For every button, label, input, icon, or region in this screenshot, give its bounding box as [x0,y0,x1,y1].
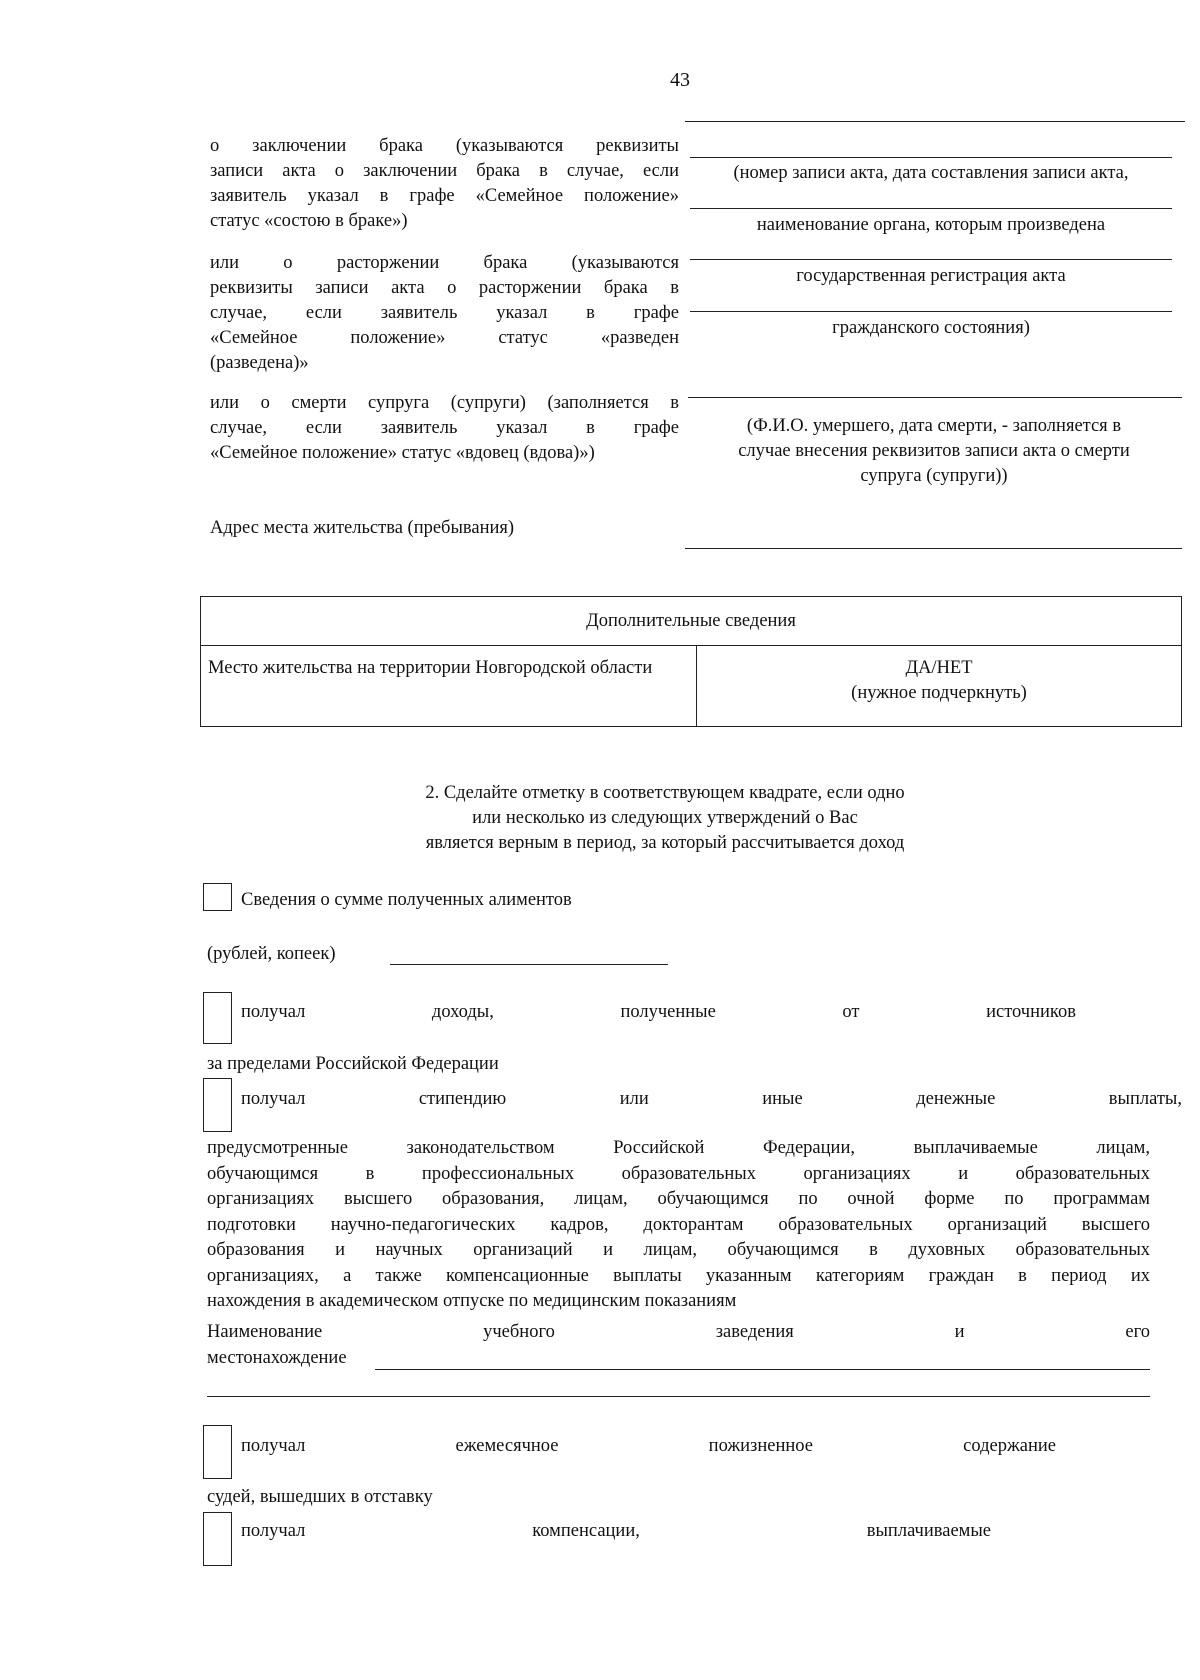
section2-heading-line: или несколько из следующих утверждений о Вас [472,808,858,828]
divorce-label-line: случае, если заявитель указал в графе [210,303,679,323]
foreign-income-word: от [842,1002,860,1022]
divorce-label-line: или о расторжении брака (указываются [210,253,679,273]
foreign-income-checkbox[interactable] [203,992,232,1044]
residence-value-cell[interactable] [697,646,1182,727]
divorce-record-line-2 [690,311,1172,312]
address-label: Адрес места жительства (пребывания) [210,518,515,538]
residence-label-cell [201,646,697,727]
location-input-line-2[interactable] [207,1396,1150,1397]
marriage-label [210,134,679,234]
marriage-record-line-3 [690,208,1172,209]
record-hint-line: наименование органа, которым произведена [756,215,1106,235]
stipend-word: денежные [916,1089,996,1109]
section2-heading-line: 2. Сделайте отметку в соответствующем квадрате, если одно [425,783,905,803]
compensation-word: получал [241,1521,306,1541]
alimony-checkbox[interactable] [203,883,232,911]
compensation-text [241,1519,991,1544]
marriage-record-line-2 [690,157,1172,158]
stipend-word: выплаты, [1108,1089,1182,1109]
spouse-death-label-line: «Семейное положение» статус «вдовец (вдова)») [210,443,595,463]
stipend-checkbox[interactable] [203,1078,232,1132]
judges-word: пожизненное [708,1436,813,1456]
stipend-body-line: подготовки научно-педагогических кадров, докторантам образовательных организаций высшего [207,1214,1150,1235]
marriage-label-line: о заключении брака (указываются реквизиты [210,136,679,156]
alimony-label: Сведения о сумме полученных алиментов [241,890,572,910]
foreign-income-word: полученные [620,1002,716,1022]
stipend-body [207,1136,1150,1315]
spouse-death-label-line: случае, если заявитель указал в графе [210,418,679,438]
judges-word: ежемесячное [455,1436,559,1456]
judges-checkbox[interactable] [203,1425,232,1479]
marriage-label-line: заявитель указал в графе «Семейное положение» [210,186,679,206]
divorce-label-line: «Семейное положение» статус «разведен [210,328,679,348]
record-hint-line: государственная регистрация акта [796,266,1066,286]
spouse-death-hint [690,414,1178,489]
foreign-income-word: источников [986,1002,1076,1022]
alimony-amount-input-line[interactable] [390,964,668,965]
institution-word: Наименование [207,1322,323,1342]
foreign-income-continuation: за пределами Российской Федерации [207,1054,499,1074]
residence-label: Место жительства на территории Новгородской области [208,658,653,678]
stipend-body-line: обучающимся в профессиональных образовательных организациях и образовательных [207,1163,1150,1184]
foreign-income-word: доходы, [431,1002,494,1022]
divorce-label-line: (разведена)» [210,353,309,373]
stipend-body-line: нахождения в академическом отпуске по медицинским показаниям [207,1291,737,1311]
spouse-death-label-line: или о смерти супруга (супруги) (заполняется в [210,393,679,413]
spouse-death-label [210,391,679,466]
marriage-label-line: записи акта о заключении брака в случае, если [210,161,679,181]
section2-heading [340,781,990,856]
institution-word: и [954,1322,965,1342]
record-hint-line: (номер записи акта, дата составления записи акта, [733,163,1129,183]
stipend-body-line: образования и научных организаций и лицам, обучающимся в духовных образовательных [207,1240,1150,1260]
stipend-word: или [619,1089,649,1109]
additional-info-header-text: Дополнительные сведения [586,610,796,631]
additional-info-table [200,596,1182,727]
judges-word: получал [241,1436,306,1456]
spouse-death-hint-line: случае внесения реквизитов записи акта о смерти [738,441,1130,461]
divorce-label [210,251,679,376]
stipend-body-line: организациях высшего образования, лицам, обучающимся по очной форме по программам [207,1189,1150,1209]
spouse-death-hint-line: (Ф.И.О. умершего, дата смерти, - заполняется в [746,416,1122,436]
divorce-record-line-1 [690,259,1172,260]
judges-text [241,1434,1056,1459]
judges-word: содержание [963,1436,1056,1456]
compensation-checkbox[interactable] [203,1512,232,1566]
residence-hint: (нужное подчеркнуть) [851,683,1027,703]
institution-label [207,1320,1150,1345]
spouse-death-line [688,397,1182,398]
stipend-text [241,1087,1182,1112]
marriage-label-line: статус «состою в браке») [210,211,408,231]
stipend-body-line: предусмотренные законодательством Российской Федерации, выплачиваемые лицам, [207,1138,1150,1158]
stipend-word: стипендию [418,1089,507,1109]
stipend-body-line: организациях, а также компенсационные выплаты указанным категориям граждан в период их [207,1265,1150,1286]
spouse-death-hint-line: супруга (супруги)) [860,466,1008,486]
compensation-word: компенсации, [532,1521,640,1541]
page-number: 43 [670,69,690,91]
record-hint-line: гражданского состояния) [832,318,1030,338]
residence-yes-no[interactable]: ДА/НЕТ [905,658,973,678]
address-input-line[interactable] [685,548,1182,549]
compensation-word: выплачиваемые [866,1521,991,1541]
foreign-income-word: получал [241,1002,306,1022]
stipend-word: получал [241,1089,306,1109]
institution-word: его [1125,1322,1150,1342]
institution-word: учебного [483,1322,555,1342]
additional-info-header [201,597,1182,646]
judges-continuation: судей, вышедших в отставку [207,1487,433,1507]
institution-word: заведения [715,1322,794,1342]
alimony-amount-label: (рублей, копеек) [207,944,336,964]
marriage-record-line-1 [685,121,1185,122]
stipend-word: иные [762,1089,803,1109]
location-input-line-1[interactable] [375,1369,1150,1370]
section2-heading-line: является верным в период, за который рассчитывается доход [425,833,905,853]
divorce-label-line: реквизиты записи акта о расторжении брака в [210,278,679,298]
location-label: местонахождение [207,1348,347,1368]
foreign-income-text [241,1000,1076,1025]
